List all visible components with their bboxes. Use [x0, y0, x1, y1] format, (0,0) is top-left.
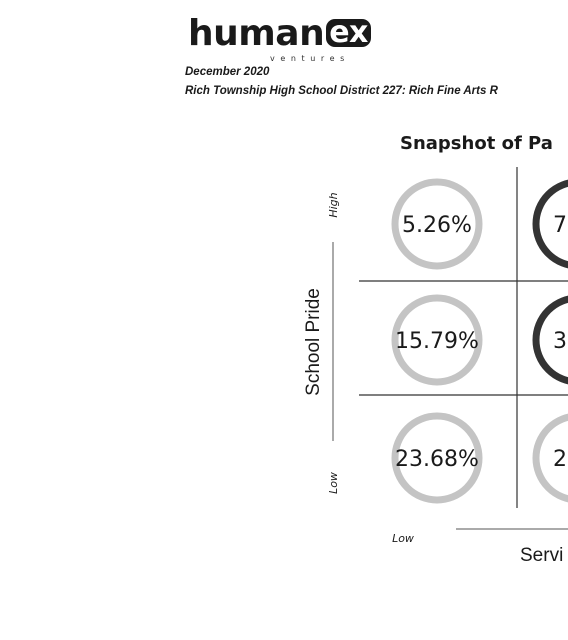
- y-axis-high-label: High: [327, 192, 340, 218]
- logo-main-text: human: [188, 13, 325, 54]
- logo-accent-text: ex: [326, 19, 371, 47]
- report-district: Rich Township High School District 227: Rich Fine Arts R: [185, 85, 498, 97]
- y-axis-low-label: Low: [327, 472, 340, 494]
- chart-cells: [395, 182, 568, 500]
- cell-value-r0-c1: 7: [553, 213, 567, 238]
- cell-value-r0-c0: 5.26%: [402, 213, 472, 238]
- y-axis-title: School Pride: [303, 288, 324, 396]
- x-axis-low-label: Low: [392, 532, 414, 545]
- x-axis-title: Servi: [520, 545, 564, 566]
- cell-value-r1-c0: 15.79%: [395, 329, 479, 354]
- report-date: December 2020: [185, 66, 270, 78]
- cell-value-r1-c1: 3: [553, 329, 567, 354]
- chart-title: Snapshot of Pa: [400, 133, 553, 154]
- logo-subtitle: ventures: [270, 54, 350, 63]
- cell-value-r2-c0: 23.68%: [395, 447, 479, 472]
- cell-value-r2-c1: 2: [553, 447, 567, 472]
